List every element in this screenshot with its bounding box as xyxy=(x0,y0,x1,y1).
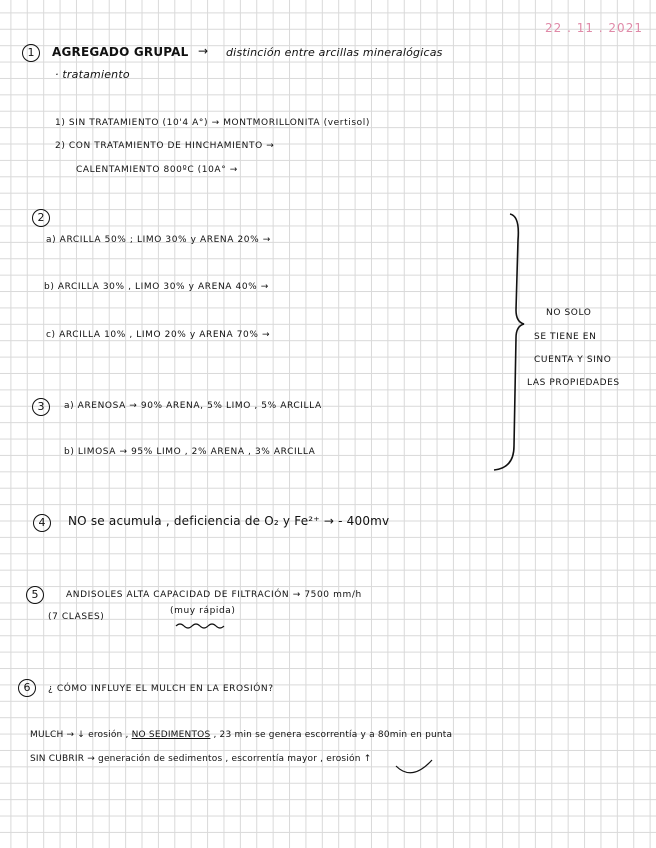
section-3-item-b: b) LIMOSA → 95% LIMO , 2% ARENA , 3% ARCILLA xyxy=(64,447,316,457)
section-4-number: 4 xyxy=(33,514,51,532)
line-1-underlined: NO SEDIMENTOS xyxy=(131,730,211,740)
section-1-number: 1 xyxy=(22,44,40,62)
section-1-item-2b: CALENTAMIENTO 800ºC (10A° → xyxy=(76,165,238,175)
curved-arrow xyxy=(396,760,432,773)
right-brace xyxy=(494,214,524,470)
date-stamp: 22 . 11 . 2021 xyxy=(545,21,643,35)
line-1-post: , 23 min se genera escorrentía y a 80min en punta xyxy=(213,730,453,740)
section-1-bullet: · tratamiento xyxy=(55,68,130,81)
section-2-number: 2 xyxy=(32,209,50,227)
section-6-question: ¿ CÓMO INFLUYE EL MULCH EN LA EROSIÓN? xyxy=(48,684,274,694)
section-5-text: ANDISOLES ALTA CAPACIDAD DE FILTRACIÓN → 7500 mm/h xyxy=(66,590,362,600)
brace-note-line-1: NO SOLO xyxy=(546,308,592,318)
section-4-text: NO se acumula , deficiencia de O₂ y Fe²⁺ → - 400mv xyxy=(68,514,390,528)
section-6-line-2: SIN CUBRIR → generación de sedimentos , escorrentía mayor , erosión ↑ xyxy=(30,754,372,764)
section-1-arrow: → xyxy=(198,44,209,58)
section-2-item-c: c) ARCILLA 10% , LIMO 20% y ARENA 70% → xyxy=(46,330,271,340)
section-6-number: 6 xyxy=(18,679,36,697)
section-1-title: AGREGADO GRUPAL xyxy=(52,45,189,59)
section-1-item-2: 2) CON TRATAMIENTO DE HINCHAMIENTO → xyxy=(55,141,275,151)
section-5-sub-2: (muy rápida) xyxy=(170,606,236,616)
section-3-number: 3 xyxy=(32,398,50,416)
line-1-pre: MULCH → ↓ erosión , xyxy=(30,730,129,740)
brace-note-line-3: CUENTA Y SINO xyxy=(534,355,612,365)
section-2-item-a: a) ARCILLA 50% ; LIMO 30% y ARENA 20% → xyxy=(46,235,271,245)
section-1-subtitle: distinción entre arcillas mineralógicas xyxy=(226,46,443,59)
section-1-item-1: 1) SIN TRATAMIENTO (10'4 A°) → MONTMORILLONITA (vertisol) xyxy=(55,118,370,128)
section-5-number: 5 xyxy=(26,586,44,604)
squiggle-underline xyxy=(176,624,224,628)
brace-note-line-4: LAS PROPIEDADES xyxy=(527,378,620,388)
section-5-sub-1: (7 CLASES) xyxy=(48,612,105,622)
section-3-item-a: a) ARENOSA → 90% ARENA, 5% LIMO , 5% ARCILLA xyxy=(64,401,322,411)
section-2-item-b: b) ARCILLA 30% , LIMO 30% y ARENA 40% → xyxy=(44,282,269,292)
brace-note-line-2: SE TIENE EN xyxy=(534,332,597,342)
